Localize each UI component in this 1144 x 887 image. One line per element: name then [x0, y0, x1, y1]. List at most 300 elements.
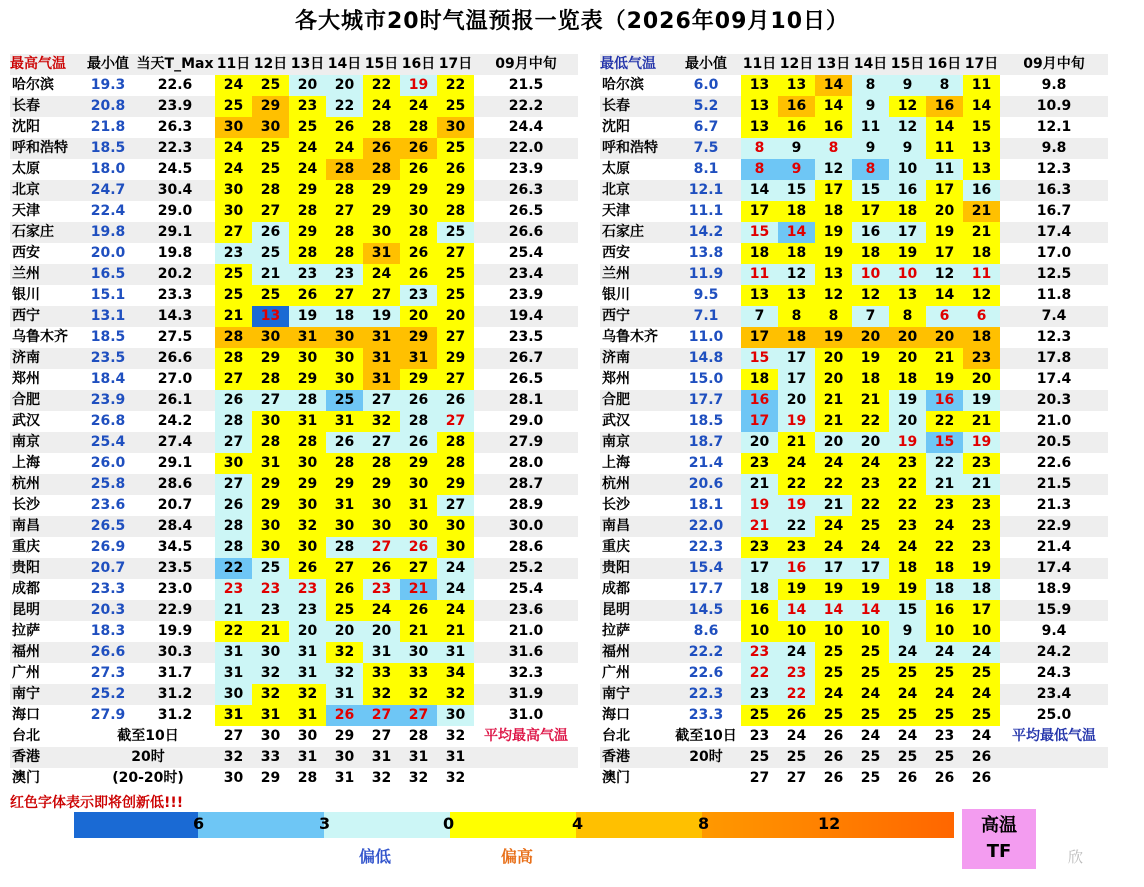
today-tmax: 23.9 [135, 96, 215, 117]
forecast-cell: 32 [289, 516, 326, 537]
forecast-cell: 32 [252, 663, 289, 684]
forecast-cell: 19 [889, 243, 926, 264]
table-row [600, 327, 1108, 348]
min-value: 14.2 [671, 222, 741, 243]
forecast-cell: 25 [252, 159, 289, 180]
forecast-cell: 30 [326, 747, 363, 768]
dekad-average: 12.5 [1000, 264, 1108, 285]
forecast-cell: 19 [926, 222, 963, 243]
forecast-cell: 28 [215, 411, 252, 432]
forecast-cell: 10 [889, 264, 926, 285]
forecast-cell: 25 [252, 75, 289, 96]
column-header: 11日 [215, 54, 252, 75]
table-row [600, 222, 1108, 243]
forecast-cell: 32 [215, 747, 252, 768]
extra-average-label [1000, 747, 1108, 768]
forecast-cell: 31 [437, 642, 474, 663]
forecast-cell: 30 [252, 642, 289, 663]
forecast-cell: 32 [437, 768, 474, 789]
city-name: 南昌 [600, 516, 671, 537]
forecast-cell: 30 [215, 768, 252, 789]
dekad-average: 27.9 [474, 432, 578, 453]
forecast-cell: 22 [852, 495, 889, 516]
forecast-cell: 12 [889, 96, 926, 117]
forecast-cell: 16 [926, 600, 963, 621]
forecast-cell: 9 [852, 138, 889, 159]
today-tmax: 28.4 [135, 516, 215, 537]
forecast-cell: 30 [326, 327, 363, 348]
forecast-cell: 19 [289, 306, 326, 327]
forecast-cell: 29 [363, 180, 400, 201]
today-tmax: 27.0 [135, 369, 215, 390]
forecast-cell: 24 [852, 726, 889, 747]
forecast-cell: 13 [815, 264, 852, 285]
city-name: 石家庄 [600, 222, 671, 243]
table-row [600, 159, 1108, 180]
forecast-cell: 17 [815, 180, 852, 201]
dekad-average: 24.4 [474, 117, 578, 138]
forecast-cell: 7 [852, 306, 889, 327]
min-value: 21.8 [81, 117, 135, 138]
city-name: 广州 [10, 663, 81, 684]
forecast-cell: 27 [326, 558, 363, 579]
extra-label: 截至10日 [81, 726, 215, 747]
forecast-cell: 23 [926, 726, 963, 747]
forecast-cell: 20 [326, 621, 363, 642]
forecast-cell: 26 [289, 558, 326, 579]
forecast-cell: 8 [852, 75, 889, 96]
min-value: 18.0 [81, 159, 135, 180]
forecast-cell: 13 [889, 285, 926, 306]
city-name: 南昌 [10, 516, 81, 537]
min-value: 14.5 [671, 600, 741, 621]
forecast-cell: 31 [289, 411, 326, 432]
dekad-average: 23.9 [474, 285, 578, 306]
forecast-cell: 27 [363, 537, 400, 558]
today-tmax: 31.2 [135, 684, 215, 705]
forecast-cell: 25 [963, 663, 1000, 684]
forecast-cell: 21 [815, 390, 852, 411]
forecast-cell: 13 [741, 96, 778, 117]
forecast-cell: 22 [778, 516, 815, 537]
city-name: 台北 [600, 726, 671, 747]
forecast-cell: 18 [778, 201, 815, 222]
forecast-cell: 26 [437, 390, 474, 411]
today-tmax: 22.9 [135, 600, 215, 621]
city-name: 哈尔滨 [10, 75, 81, 96]
forecast-cell: 18 [963, 327, 1000, 348]
table-row [10, 537, 578, 558]
forecast-cell: 22 [437, 75, 474, 96]
forecast-cell: 20 [741, 432, 778, 453]
forecast-cell: 31 [326, 495, 363, 516]
forecast-cell: 32 [437, 684, 474, 705]
forecast-cell: 22 [326, 96, 363, 117]
forecast-cell: 24 [363, 96, 400, 117]
forecast-cell: 15 [741, 222, 778, 243]
forecast-cell: 18 [852, 243, 889, 264]
table-row [600, 642, 1108, 663]
forecast-cell: 23 [289, 264, 326, 285]
forecast-cell: 25 [437, 96, 474, 117]
forecast-cell: 10 [778, 621, 815, 642]
city-name: 南宁 [10, 684, 81, 705]
min-value: 22.3 [671, 537, 741, 558]
extra-row [600, 726, 1108, 747]
forecast-cell: 31 [363, 369, 400, 390]
min-value: 7.1 [671, 306, 741, 327]
forecast-cell: 26 [215, 495, 252, 516]
forecast-cell: 21 [215, 600, 252, 621]
forecast-cell: 30 [215, 117, 252, 138]
city-name: 香港 [10, 747, 81, 768]
table-row [10, 285, 578, 306]
forecast-cell: 17 [926, 180, 963, 201]
forecast-cell: 30 [289, 495, 326, 516]
forecast-cell: 13 [963, 138, 1000, 159]
forecast-cell: 19 [363, 306, 400, 327]
forecast-cell: 19 [852, 579, 889, 600]
forecast-cell: 24 [778, 453, 815, 474]
today-tmax: 20.7 [135, 495, 215, 516]
min-value: 22.6 [671, 663, 741, 684]
forecast-cell: 28 [437, 453, 474, 474]
forecast-cell: 23 [289, 579, 326, 600]
forecast-cell: 30 [400, 516, 437, 537]
forecast-cell: 12 [852, 285, 889, 306]
dekad-average: 30.0 [474, 516, 578, 537]
min-value: 6.0 [671, 75, 741, 96]
forecast-cell: 12 [963, 285, 1000, 306]
forecast-cell: 9 [778, 138, 815, 159]
table-row [600, 138, 1108, 159]
extra-row [10, 747, 578, 768]
forecast-cell: 31 [400, 747, 437, 768]
city-name: 兰州 [600, 264, 671, 285]
min-value: 20.3 [81, 600, 135, 621]
min-value: 23.5 [81, 348, 135, 369]
forecast-cell: 17 [852, 201, 889, 222]
city-name: 济南 [10, 348, 81, 369]
forecast-cell: 23 [252, 600, 289, 621]
forecast-cell: 20 [289, 621, 326, 642]
extra-label: 截至10日 [671, 726, 741, 747]
forecast-cell: 32 [363, 768, 400, 789]
forecast-cell: 29 [252, 348, 289, 369]
forecast-cell: 11 [741, 264, 778, 285]
hot-label-2: TF [986, 841, 1012, 862]
forecast-cell: 26 [400, 159, 437, 180]
table-row [600, 474, 1108, 495]
forecast-cell: 25 [437, 285, 474, 306]
table-row [600, 495, 1108, 516]
forecast-cell: 30 [252, 327, 289, 348]
forecast-cell: 13 [741, 117, 778, 138]
today-tmax: 27.4 [135, 432, 215, 453]
today-tmax: 29.1 [135, 222, 215, 243]
forecast-cell: 16 [741, 600, 778, 621]
forecast-cell: 25 [889, 747, 926, 768]
forecast-cell: 30 [289, 453, 326, 474]
forecast-cell: 25 [926, 747, 963, 768]
forecast-cell: 14 [778, 600, 815, 621]
table-row [10, 96, 578, 117]
forecast-cell: 16 [926, 390, 963, 411]
scale-seg-high [450, 812, 576, 838]
scale-seg-higher [576, 812, 702, 838]
today-tmax: 26.1 [135, 390, 215, 411]
forecast-cell: 31 [289, 642, 326, 663]
forecast-cell: 21 [852, 390, 889, 411]
min-value: 8.6 [671, 621, 741, 642]
forecast-cell: 11 [926, 138, 963, 159]
forecast-cell: 17 [741, 327, 778, 348]
forecast-cell: 30 [363, 516, 400, 537]
dekad-average: 26.5 [474, 201, 578, 222]
forecast-cell: 25 [741, 705, 778, 726]
forecast-cell: 28 [363, 117, 400, 138]
forecast-cell: 25 [326, 390, 363, 411]
today-tmax: 27.5 [135, 327, 215, 348]
forecast-cell: 10 [963, 621, 1000, 642]
min-value: 27.3 [81, 663, 135, 684]
forecast-cell: 28 [289, 390, 326, 411]
forecast-cell: 16 [815, 117, 852, 138]
city-name: 海口 [600, 705, 671, 726]
city-name: 武汉 [10, 411, 81, 432]
forecast-cell: 14 [963, 96, 1000, 117]
forecast-cell: 21 [926, 474, 963, 495]
forecast-cell: 16 [741, 390, 778, 411]
dekad-average: 19.4 [474, 306, 578, 327]
forecast-cell: 28 [326, 180, 363, 201]
city-name: 广州 [600, 663, 671, 684]
dekad-average: 23.4 [474, 264, 578, 285]
forecast-cell: 26 [400, 264, 437, 285]
table-row [10, 453, 578, 474]
forecast-cell: 26 [926, 768, 963, 789]
forecast-cell: 25 [252, 138, 289, 159]
forecast-cell: 30 [215, 684, 252, 705]
forecast-cell: 32 [289, 684, 326, 705]
forecast-cell: 17 [741, 411, 778, 432]
city-name: 重庆 [10, 537, 81, 558]
forecast-cell: 29 [326, 726, 363, 747]
dekad-average: 12.3 [1000, 327, 1108, 348]
forecast-cell: 30 [215, 453, 252, 474]
forecast-cell: 24 [926, 642, 963, 663]
city-name: 郑州 [600, 369, 671, 390]
min-value: 22.4 [81, 201, 135, 222]
dekad-average: 23.9 [474, 159, 578, 180]
forecast-cell: 18 [326, 306, 363, 327]
forecast-cell: 23 [741, 537, 778, 558]
forecast-cell: 11 [926, 159, 963, 180]
min-value: 11.1 [671, 201, 741, 222]
forecast-cell: 23 [963, 495, 1000, 516]
forecast-cell: 27 [437, 243, 474, 264]
forecast-cell: 21 [741, 516, 778, 537]
dekad-average: 25.4 [474, 243, 578, 264]
forecast-cell: 17 [778, 348, 815, 369]
min-value: 23.3 [671, 705, 741, 726]
forecast-cell: 27 [363, 432, 400, 453]
dekad-average: 23.6 [474, 600, 578, 621]
today-tmax: 31.2 [135, 705, 215, 726]
forecast-cell: 25 [215, 264, 252, 285]
today-tmax: 14.3 [135, 306, 215, 327]
table-row [10, 411, 578, 432]
forecast-cell: 20 [363, 621, 400, 642]
min-value: 21.4 [671, 453, 741, 474]
dekad-average: 21.4 [1000, 537, 1108, 558]
forecast-cell: 33 [252, 747, 289, 768]
forecast-cell: 27 [778, 768, 815, 789]
dekad-average: 23.5 [474, 327, 578, 348]
forecast-cell: 32 [363, 684, 400, 705]
forecast-cell: 21 [252, 264, 289, 285]
city-name: 合肥 [600, 390, 671, 411]
forecast-cell: 19 [963, 432, 1000, 453]
forecast-cell: 28 [400, 117, 437, 138]
forecast-cell: 23 [889, 516, 926, 537]
city-name: 合肥 [10, 390, 81, 411]
forecast-cell: 13 [963, 159, 1000, 180]
forecast-cell: 30 [400, 642, 437, 663]
low-temp-table [600, 54, 1108, 789]
forecast-cell: 22 [741, 663, 778, 684]
city-name: 成都 [600, 579, 671, 600]
dekad-average: 21.0 [1000, 411, 1108, 432]
today-tmax: 23.3 [135, 285, 215, 306]
forecast-cell: 31 [363, 243, 400, 264]
forecast-cell: 8 [741, 138, 778, 159]
column-header: 最高气温 [10, 54, 81, 75]
dekad-average: 32.3 [474, 663, 578, 684]
forecast-cell: 10 [926, 621, 963, 642]
forecast-cell: 15 [778, 180, 815, 201]
forecast-cell: 28 [289, 768, 326, 789]
dekad-average: 21.5 [474, 75, 578, 96]
forecast-cell: 9 [852, 96, 889, 117]
dekad-average: 22.2 [474, 96, 578, 117]
today-tmax: 19.9 [135, 621, 215, 642]
forecast-cell: 26 [400, 432, 437, 453]
forecast-cell: 11 [963, 264, 1000, 285]
forecast-cell: 14 [926, 117, 963, 138]
forecast-cell: 29 [289, 222, 326, 243]
forecast-cell: 28 [437, 201, 474, 222]
header-row [600, 54, 1108, 75]
forecast-cell: 25 [215, 96, 252, 117]
min-value: 25.4 [81, 432, 135, 453]
forecast-cell: 20 [852, 432, 889, 453]
forecast-cell: 12 [926, 264, 963, 285]
forecast-cell: 13 [252, 306, 289, 327]
forecast-cell: 20 [815, 432, 852, 453]
forecast-cell: 28 [326, 243, 363, 264]
table-row [600, 684, 1108, 705]
table-row [600, 96, 1108, 117]
forecast-cell: 18 [926, 558, 963, 579]
forecast-cell: 32 [437, 726, 474, 747]
forecast-cell: 24 [963, 684, 1000, 705]
city-name: 沈阳 [10, 117, 81, 138]
forecast-cell: 27 [363, 705, 400, 726]
watermark: 欣 [1068, 848, 1084, 866]
forecast-cell: 23 [963, 453, 1000, 474]
forecast-cell: 21 [400, 621, 437, 642]
forecast-cell: 29 [437, 348, 474, 369]
forecast-cell: 26 [815, 747, 852, 768]
forecast-cell: 32 [400, 684, 437, 705]
forecast-cell: 30 [215, 201, 252, 222]
forecast-cell: 24 [815, 537, 852, 558]
min-value: 18.1 [671, 495, 741, 516]
table-row [600, 264, 1108, 285]
min-value: 18.5 [671, 411, 741, 432]
min-value: 26.9 [81, 537, 135, 558]
dekad-average: 17.4 [1000, 558, 1108, 579]
forecast-cell: 32 [326, 663, 363, 684]
forecast-cell: 23 [963, 516, 1000, 537]
forecast-cell: 21 [815, 495, 852, 516]
today-tmax: 26.3 [135, 117, 215, 138]
city-name: 西安 [600, 243, 671, 264]
table-row [10, 516, 578, 537]
forecast-cell: 24 [963, 642, 1000, 663]
min-value: 24.7 [81, 180, 135, 201]
forecast-cell: 24 [215, 138, 252, 159]
forecast-cell: 17 [741, 201, 778, 222]
forecast-cell: 19 [815, 579, 852, 600]
table-row [600, 243, 1108, 264]
dekad-average: 20.5 [1000, 432, 1108, 453]
city-name: 银川 [600, 285, 671, 306]
scale-tick: 12 [818, 814, 841, 833]
forecast-cell: 19 [889, 432, 926, 453]
forecast-cell: 31 [252, 705, 289, 726]
forecast-cell: 33 [400, 663, 437, 684]
city-name: 乌鲁木齐 [10, 327, 81, 348]
forecast-cell: 18 [778, 243, 815, 264]
dekad-average: 31.9 [474, 684, 578, 705]
dekad-average: 28.7 [474, 474, 578, 495]
forecast-cell: 18 [778, 327, 815, 348]
forecast-cell: 32 [252, 684, 289, 705]
dekad-average: 9.4 [1000, 621, 1108, 642]
city-name: 呼和浩特 [10, 138, 81, 159]
forecast-cell: 30 [326, 516, 363, 537]
forecast-cell: 30 [326, 348, 363, 369]
forecast-cell: 17 [815, 558, 852, 579]
column-header: 12日 [252, 54, 289, 75]
today-tmax: 34.5 [135, 537, 215, 558]
forecast-cell: 25 [852, 663, 889, 684]
forecast-cell: 25 [815, 663, 852, 684]
column-header: 09月中旬 [1000, 54, 1108, 75]
forecast-cell: 26 [889, 768, 926, 789]
forecast-cell: 26 [400, 537, 437, 558]
forecast-cell: 24 [363, 600, 400, 621]
forecast-cell: 22 [926, 537, 963, 558]
forecast-cell: 22 [363, 75, 400, 96]
city-name: 郑州 [10, 369, 81, 390]
high-temp-table [10, 54, 578, 789]
dekad-average: 21.3 [1000, 495, 1108, 516]
forecast-cell: 28 [437, 432, 474, 453]
forecast-cell: 28 [400, 411, 437, 432]
